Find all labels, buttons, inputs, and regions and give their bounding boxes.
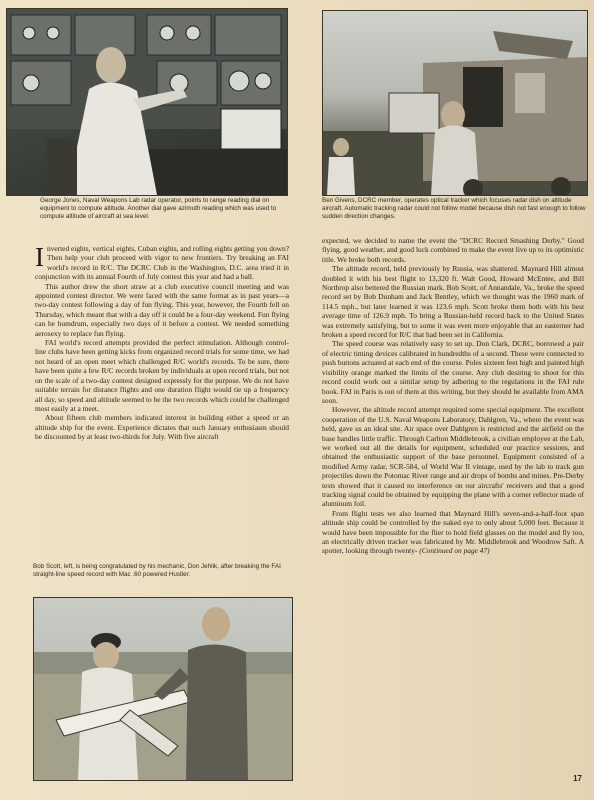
drop-cap: I	[35, 242, 44, 272]
radar-operator-photo	[6, 8, 288, 196]
article-paragraph: However, the altitude record attempt required some special equipment. The excellent cooperation of the U.S. Naval Weapons Laboratory, Dahlgren, Va., where the event was held, gave us an ideal site. Air space over Dahlgren is restricted and the airfield on the base handles little traffic. Through Carlton Middlebrook, a civilian employee at the Lab, we worked out all the details for equipment, scheduled our practice sessions, and obtained the enthusiastic support of the base personnel. Equipment consisted of a modified Army radar, SCR-584, of World War II vintage, used by the lab to track gun projectiles down the Potomac River range and air drops of bombs and mines. Pre-Derby tests showed that it caused no interference on our aircrafts' receivers and that a good tracking signal could be obtained by equipping the plane with a corner reflector made of aluminum foil.	[322, 405, 584, 509]
continued-link[interactable]: (Continued on page 47)	[419, 546, 490, 556]
radar-photo-caption: George Jones, Naval Weapons Lab radar operator, points to range reading dial on equipment to compute altitude. Another dial gave azimuth reading which was used to compute altitude of aircraft at sea level.	[40, 197, 277, 221]
tracker-photo-caption: Ben Givens, DCRC member, operates optical tracker which focuses radar dish on altitude aircraft. Automatic tracking radar could not follow model because dish not fast enough to follow sudden direction changes.	[322, 197, 586, 221]
article-paragraph: This author drew the short straw at a club executive council meeting and was appointed contest director. We were faced with the same format as in past years—a two-day contest following a day of fun flying. This year, however, the Fourth fell on Thursday, which meant that with a day off it could be a four-day weekend. Fun flying can be humdrum, especially two days of it before a contest. We needed something aerosexy to replace fun flying.	[35, 281, 289, 338]
article-left-column	[35, 244, 289, 442]
article-paragraph	[322, 509, 584, 556]
page-number: 17	[573, 774, 582, 783]
article-paragraph: expected, we decided to name the event the "DCRC Record Smashing Derby." Good flying, good weather, and good luck combined to make the event live up to its optimistic title. We broke both records.	[322, 236, 584, 264]
article-paragraph-text: From flight tests we also learned that Maynard Hill's seven-and-a-half-foot span altitude ship could be controlled by the naked eye to only about 5,000 feet. Because it would have been impossible for the flier to hold field glasses on the model and fly too, an electrically driven tracker was fabricated by Mr. Middlebrook and Woodrow Saft. A spotter, looking through twenty-	[322, 508, 584, 556]
speed-record-photo	[33, 597, 293, 781]
article-paragraph: About fifteen club members indicated interest in building either a speed or an altitude ship for the event. Experience dictates that such January enthusiasm should be discounted by at least two-thirds for July. With five aircraft	[35, 413, 289, 442]
article-paragraph: The speed course was relatively easy to set up. Don Clark, DCRC, borrowed a pair of electric timing devices calibrated in hundredths of a second. These were connected to push buttons actuated at each end of the course. Poles sixteen feet high and painted high visibility orange marked the limits of the course. Any club desiring to shoot for this record could work out a similar setup by adhering to the regulations in the FAI rule book. FAI in Paris is out of them at this writing, but they should be available from AMA soon.	[322, 339, 584, 405]
scott-photo-caption: Bob Scott, left, is being congratulated by his mechanic, Don Jehlik, after breaking the FAI straight-line speed record with Mac .60 powered Hustler.	[33, 563, 281, 579]
article-paragraph: The altitude record, held previously by Russia, was shattered. Maynard Hill almost doubled it with his best flight to 13,320 ft. Walt Good, Howard McEntee, and Bill Northrop also bettered the Russian mark. Bob Scott, of Annandale, Va., broke the speed record set by Bob Dunham and Jack Bentley, which we thought was the 1960 mark of 114.5 mph., but later learned it was 123.6 mph. Scott broke them both with his best average time of 126.9 mph. To bring a Russian-held record back to the United States was extremely satisfying, but to some it was even more enjoyable that an easterner had broken a speed record for R/C that had been set in California.	[322, 264, 584, 340]
article-paragraph-text: nverted eights, vertical eights, Cuban eights, and rolling eights getting you down? Then help your club proceed with vigor to new frontiers. Try breaking an FAI world's record in R/C. The DCRC Club in the Washington, D.C. area tried it in conjunction with its annual Fourth of July contest this year and had a ball.	[35, 244, 289, 282]
article-right-column	[322, 236, 584, 556]
optical-tracker-photo	[322, 10, 588, 196]
article-paragraph: FAI world's record attempts provided the perfect stimulation. Although control-line clubs have been getting kicks from organized record trials for some time, we had not heard of an open meet which challenged R/C world's records. To be sure, there have been quite a few R/C records broken by individuals at open record trials, but not on the scale of a two-day contest designed expressly for the purpose. We do not have suitable terrain for distance flights and one duration flight would tie up a frequency all day, so speed and altitude seemed to be the two records which could be challenged most easily at a meet.	[35, 338, 289, 413]
article-paragraph	[35, 244, 289, 282]
